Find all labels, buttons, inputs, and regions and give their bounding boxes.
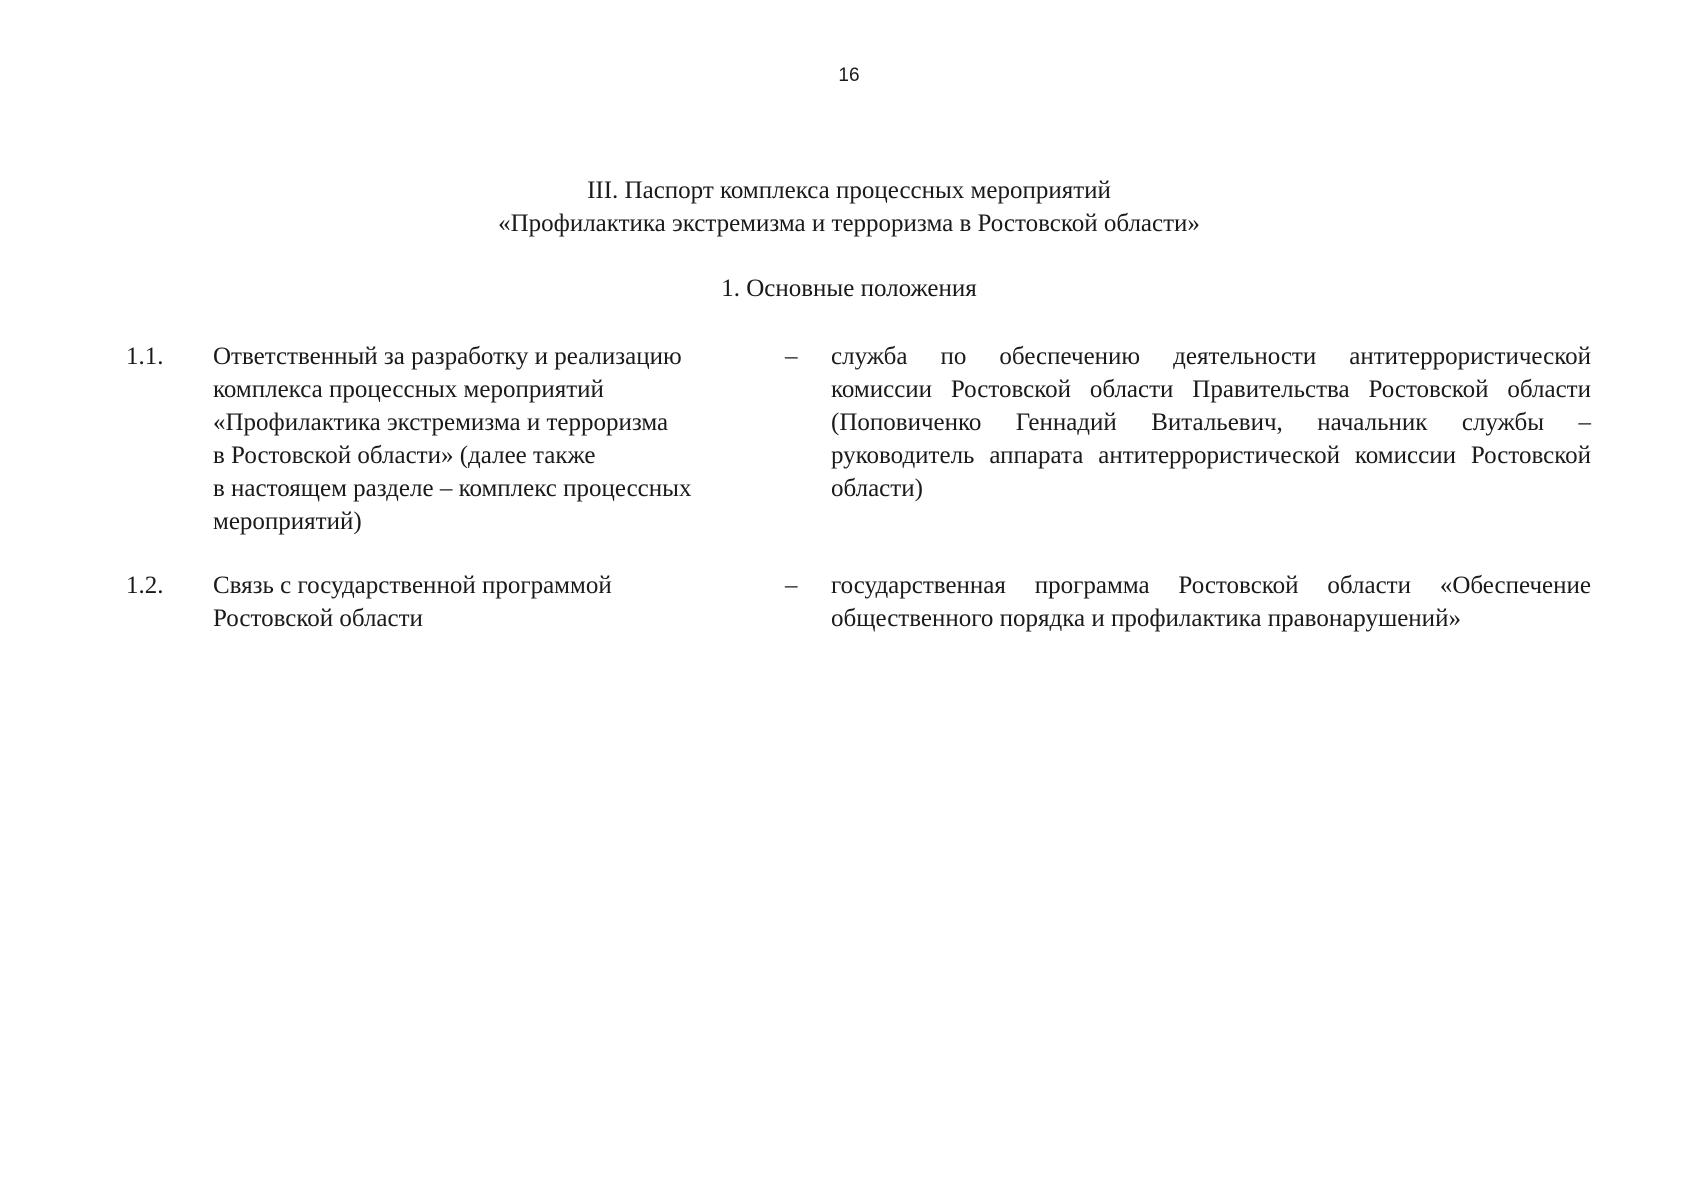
section-title: 1. Основные положения [721,275,977,302]
row-value: государственная программа Ростовской области «Обеспечение общественного порядка и профилактика правонарушений» [831,572,1591,632]
document-title [0,174,1698,240]
row-label-line: Ростовской области [213,605,423,632]
row-dash: – [785,343,798,370]
row-dash: – [785,572,798,599]
row-label-line: комплекса процессных мероприятий [213,376,604,403]
page-number: 16 [838,65,860,86]
row-label-line: в Ростовской области» (далее также [213,442,596,469]
row-label-line: Ответственный за разработку и реализацию [213,343,682,370]
row-label [213,340,783,538]
row-value: служба по обеспечению деятельности антитеррористической комиссии Ростовской области Правительства Ростовской области (Поповиченко Геннадий Витальевич, начальник службы – руководитель аппарата антитеррористической комиссии Ростовской области) [831,343,1591,502]
document-title-line-2: «Профилактика экстремизма и терроризма в Ростовской области» [498,210,1200,237]
row-label-line: мероприятий) [213,508,362,535]
document-title-line-1: III. Паспорт комплекса процессных мероприятий [587,177,1111,204]
row-label-line: «Профилактика экстремизма и терроризма [213,409,669,436]
row-label [213,569,783,635]
row-label-line: Связь с государственной программой [213,572,612,599]
row-label-line: в настоящем разделе – комплекс процессных [213,475,692,502]
row-number: 1.2. [126,572,164,599]
row-number: 1.1. [126,343,164,370]
